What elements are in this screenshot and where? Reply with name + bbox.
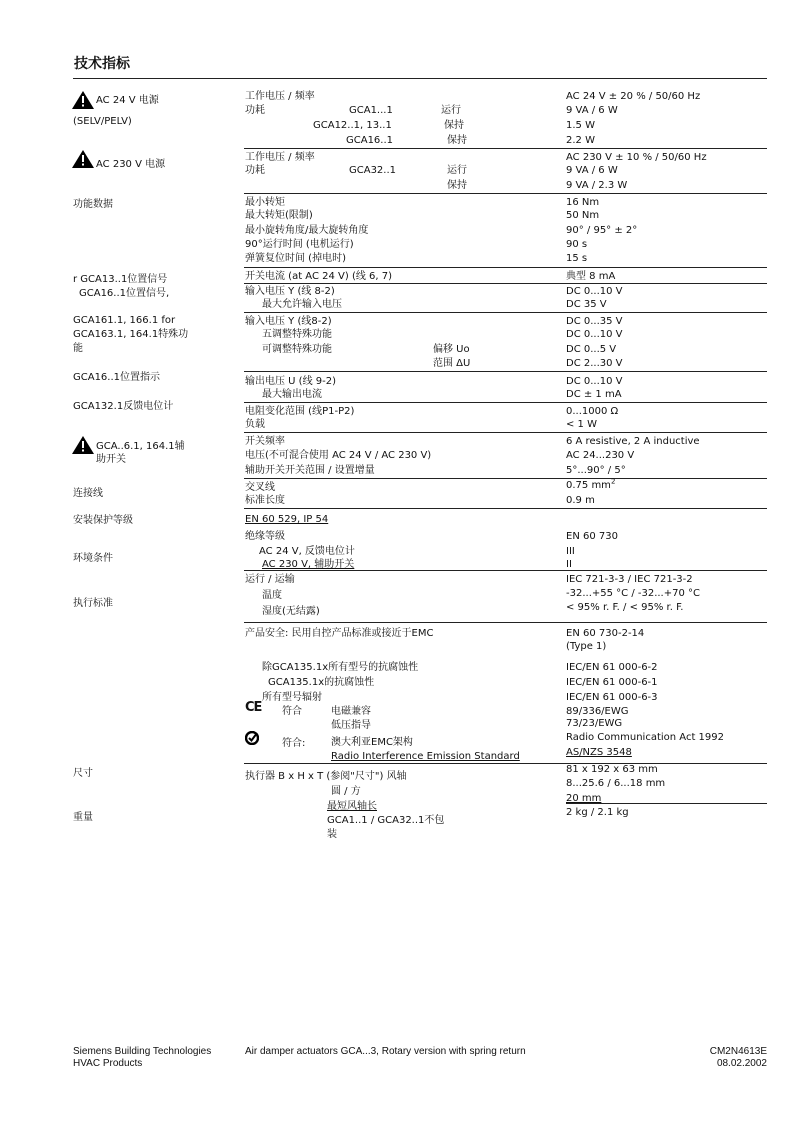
mid-switch-rating: 开关频率 [245,436,285,447]
mid-immunity-2: GCA135.1x的抗腐蚀性 [268,677,375,688]
mid-conform-1: 符合 [282,706,302,717]
mid-adjust: 可调整特殊功能 [262,344,332,355]
right-switch-current: 典型 8 mA [566,271,616,282]
right-product-safety: EN 60 730-2-14 [566,628,645,639]
mid-temperature: 温度 [262,590,282,601]
right-cable-exponent: 2 [610,477,616,486]
mid-resistance: 电阻变化范围 (线P1-P2) [245,406,355,417]
right-cable [566,479,615,492]
mid-s2-model: GCA32..1 [349,165,397,176]
left-connection: 连接线 [73,488,103,499]
mid-shaft-shape: 圆 / 方 [331,786,361,797]
mid-min-shaft: 最短风轴长 [327,801,377,812]
right-aux-range: 5°...90° / 5° [566,465,626,476]
left-gca161-2: GCA163.1, 164.1特殊功 [73,329,189,340]
right-min-shaft: 20 mm [566,793,602,804]
divider [244,267,767,268]
mid-s1-model-1: GCA1...1 [349,105,393,116]
right-humidity: < 95% r. F. / < 95% r. F. [566,602,684,613]
mid-s2-voltage: 工作电压 / 频率 [245,152,315,163]
mid-rotation-angle: 最小旋转角度/最大旋转角度 [245,225,369,236]
right-s2-run: 9 VA / 6 W [566,165,618,176]
right-min-torque: 16 Nm [566,197,600,208]
title-rule [73,78,767,79]
left-gca161-1: GCA161.1, 166.1 for [73,315,176,326]
right-s1-voltage: AC 24 V ± 20 % / 50/60 Hz [566,91,701,102]
mid-immunity-1: 除GCA135.1x所有型号的抗腐蚀性 [262,662,419,673]
right-insulation-ac230: II [566,559,572,570]
mid-aux-voltage: 电压(不可混合使用 AC 24 V / AC 230 V) [245,450,432,461]
right-output-voltage: DC 0...10 V [566,376,623,387]
right-resistance: 0...1000 Ω [566,406,619,417]
mid-weight-2: 装 [327,829,337,840]
mid-operation-transport: 运行 / 运输 [245,574,295,585]
right-aux-voltage: AC 24...230 V [566,450,635,461]
left-aux-switch-2: 助开关 [96,454,126,465]
footer-division: HVAC Products [73,1058,143,1069]
mid-s1-model-2: GCA12..1, 13..1 [313,120,392,131]
mid-dimensions: 执行器 B x H x T (参阅"尺寸") 风轴 [245,771,407,782]
footer-date: 08.02.2002 [716,1058,767,1069]
right-radio-act: Radio Communication Act 1992 [566,732,724,743]
ce-mark-icon: CE [245,700,262,715]
left-function-data: 功能数据 [73,199,113,210]
mid-no-adjust: 五调整特殊功能 [262,329,332,340]
mid-cable: 交叉线 [245,482,275,493]
divider [244,371,767,372]
divider [244,432,767,433]
right-cable-value: 0.75 mm [566,480,611,491]
mid-s2-hold: 保持 [447,180,467,191]
divider [244,193,767,194]
mid-insulation-ac24: AC 24 V, 反馈电位计 [259,546,355,557]
left-dimensions: 尺寸 [73,768,93,779]
mid-conform-2: 符合: [282,738,306,749]
mid-protection: EN 60 529, IP 54 [245,514,329,525]
divider [244,312,767,313]
mid-weight-1: GCA1..1 / GCA32..1不包 [327,815,445,826]
right-max-torque: 50 Nm [566,210,600,221]
right-immunity-1: IEC/EN 61 000-6-2 [566,662,658,673]
right-load: < 1 W [566,419,597,430]
mid-max-output-current: 最大输出电流 [262,389,322,400]
mid-s1-run: 运行 [441,105,461,116]
right-product-safety-type: (Type 1) [566,641,607,652]
divider [244,478,767,479]
right-max-output-current: DC ± 1 mA [566,389,622,400]
mid-switch-current: 开关电流 (at AC 24 V) (线 6, 7) [245,271,393,282]
left-standards: 执行标准 [73,598,113,609]
right-emc: 89/336/EWG [566,706,629,717]
right-s1-run: 9 VA / 6 W [566,105,618,116]
mid-emc: 电磁兼容 [331,706,371,717]
mid-insulation: 绝缘等级 [245,531,285,542]
divider [244,283,767,284]
left-gca161-3: 能 [73,343,83,354]
right-switch-rating: 6 A resistive, 2 A inductive [566,436,700,447]
right-rotation-angle: 90° / 95° ± 2° [566,225,638,236]
right-s2-hold: 9 VA / 2.3 W [566,180,628,191]
left-pos-signal-2: GCA16..1位置信号, [79,288,170,299]
mid-load: 负载 [245,419,265,430]
mid-product-safety: 产品安全: 民用自控产品标准或接近于EMC [245,628,434,639]
mid-range: 范围 ΔU [433,358,471,369]
mid-run-time: 90°运行时间 (电机运行) [245,239,354,250]
footer-doc-title: Air damper actuators GCA...3, Rotary version with spring return [245,1046,526,1057]
mid-s1-hold-1: 保持 [444,120,464,131]
mid-s1-voltage: 工作电压 / 频率 [245,91,315,102]
mid-max-torque: 最大转矩(限制) [245,210,313,221]
right-lvd: 73/23/EWG [566,718,623,729]
right-offset: DC 0...5 V [566,344,617,355]
divider [244,508,767,509]
footer-company: Siemens Building Technologies [73,1046,212,1057]
left-pos-signal-1: r GCA13..1位置信号 [73,274,168,285]
mid-s1-model-3: GCA16..1 [346,135,394,146]
divider [244,402,767,403]
left-weight: 重量 [73,812,93,823]
right-cable-length: 0.9 m [566,495,595,506]
right-s1-hold-1: 1.5 W [566,120,595,131]
divider [244,570,767,571]
left-protection: 安装保护等级 [73,515,133,526]
right-weight: 2 kg / 2.1 kg [566,807,629,818]
right-s2-voltage: AC 230 V ± 10 % / 50/60 Hz [566,152,707,163]
mid-s1-power: 功耗 [245,105,265,116]
right-insulation-ac24: III [566,546,575,557]
mid-radio-standard: Radio Interference Emission Standard [331,751,520,762]
left-aux-switch-1: GCA..6.1, 164.1辅 [96,441,185,452]
left-environment: 环境条件 [73,553,113,564]
right-operation-transport: IEC 721-3-3 / IEC 721-3-2 [566,574,693,585]
mid-input-voltage-1: 输入电压 Y (线 8-2) [245,286,335,297]
right-emission: IEC/EN 61 000-6-3 [566,692,658,703]
mid-spring-return: 弹簧复位时间 (掉电时) [245,253,346,264]
left-ac24-label: AC 24 V 电源 [96,95,159,106]
left-ac24-sub: (SELV/PELV) [73,116,132,127]
divider [244,622,767,623]
right-range: DC 2...30 V [566,358,623,369]
page-title: 技术指标 [74,56,130,72]
left-gca132-pot: GCA132.1反馈电位计 [73,401,174,412]
left-gca16-indicator: GCA16..1位置指示 [73,372,161,383]
mid-input-voltage-2: 输入电压 Y (线8-2) [245,316,332,327]
footer-doc-number: CM2N4613E [709,1046,767,1057]
mid-aux-range: 辅助开关开关范围 / 设置增量 [245,465,375,476]
left-ac230-label: AC 230 V 电源 [96,159,166,170]
right-max-input-voltage: DC 35 V [566,299,607,310]
right-insulation: EN 60 730 [566,531,618,542]
right-asnzs: AS/NZS 3548 [566,747,632,758]
mid-min-torque: 最小转矩 [245,197,285,208]
mid-s1-hold-2: 保持 [447,135,467,146]
mid-s2-run: 运行 [447,165,467,176]
divider [244,148,767,149]
mid-lvd: 低压指导 [331,720,371,731]
right-dimensions: 81 x 192 x 63 mm [566,764,658,775]
mid-s2-power: 功耗 [245,165,265,176]
right-input-voltage-2: DC 0...35 V [566,316,623,327]
right-immunity-2: IEC/EN 61 000-6-1 [566,677,658,688]
right-input-voltage-1: DC 0...10 V [566,286,623,297]
mid-emission: 所有型号辐射 [262,692,322,703]
right-temperature: -32...+55 °C / -32...+70 °C [566,588,700,599]
right-no-adjust: DC 0...10 V [566,329,623,340]
right-s1-hold-2: 2.2 W [566,135,595,146]
right-spring-return: 15 s [566,253,588,264]
mid-australia-emc: 澳大利亚EMC架构 [331,737,413,748]
mid-offset: 偏移 Uo [433,344,470,355]
right-run-time: 90 s [566,239,588,250]
divider [244,763,767,764]
mid-cable-length: 标准长度 [245,495,285,506]
divider [566,803,767,804]
right-shaft-range: 8...25.6 / 6...18 mm [566,778,666,789]
mid-max-input-voltage: 最大允许输入电压 [262,299,342,310]
mid-humidity: 湿度(无结露) [262,606,320,617]
mid-insulation-ac230: AC 230 V, 辅助开关 [262,559,355,570]
mid-output-voltage: 输出电压 U (线 9-2) [245,376,336,387]
